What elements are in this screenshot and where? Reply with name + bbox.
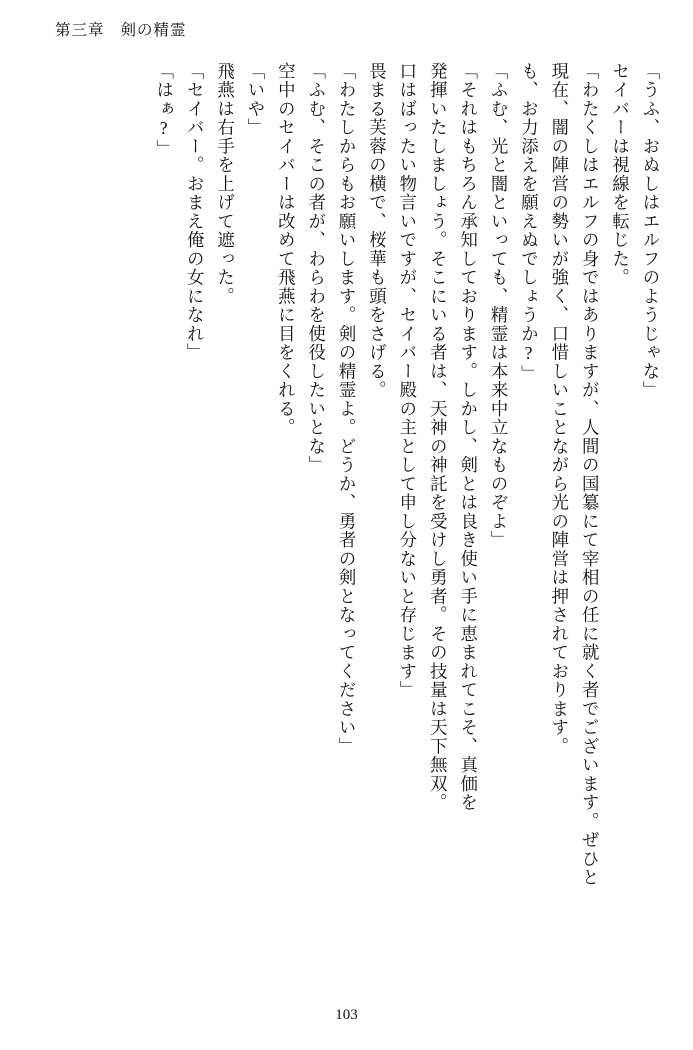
text-line: 「それはもちろん承知しております。しかし、剣とは良き使い手に恵まれてこそ、真価を bbox=[457, 62, 478, 812]
text-line: 「わたくしはエルフの身ではありますが、人間の国簒にて宰相の任に就く者でございます。ぜひと bbox=[579, 62, 600, 887]
chapter-number: 第三章 bbox=[55, 22, 105, 39]
text-line: 「わたしからもお願いします。剣の精霊よ。どうか、勇者の剣となってください」 bbox=[336, 62, 357, 756]
text-line: 「ふむ、光と闇といっても、精霊は本来中立なものぞよ」 bbox=[488, 62, 509, 550]
text-line: も、お力添えを願えぬでしょうか?」 bbox=[518, 62, 539, 384]
chapter-title: 剣の精霊 bbox=[120, 22, 187, 39]
text-line: 「はぁ?」 bbox=[153, 62, 174, 159]
text-line: 畏まる芙蓉の横で、桜華も頭をさげる。 bbox=[366, 62, 387, 400]
text-line: セイバーは視線を転じた。 bbox=[609, 62, 630, 287]
text-line: 「ふむ、そこの者が、わらわを使役したいとな」 bbox=[305, 62, 326, 475]
text-line: 口はばったい物言いですが、セイバー殿の主として申し分ないと存じます」 bbox=[396, 62, 417, 700]
text-line: 現在、闇の陣営の勢いが強く、口惜しいことながら光の陣営は押されております。 bbox=[548, 62, 569, 756]
text-line: 飛燕は右手を上げて遮った。 bbox=[214, 62, 235, 306]
text-line: 「うふ、おぬしはエルフのようじゃな」 bbox=[640, 62, 660, 400]
text-line: 空中のセイバーは改めて飛燕に目をくれる。 bbox=[275, 62, 296, 437]
text-line: 「セイバー。おまえ俺の女になれ」 bbox=[184, 62, 205, 362]
text-line: 「いや」 bbox=[244, 62, 265, 137]
vertical-text-body bbox=[40, 62, 658, 992]
text-line: 発揮いたしましょう。そこにいる者は、天神の神託を受けし勇者。その技量は天下無双。 bbox=[427, 62, 448, 812]
page-number: 103 bbox=[335, 1007, 358, 1023]
running-header bbox=[55, 18, 187, 40]
